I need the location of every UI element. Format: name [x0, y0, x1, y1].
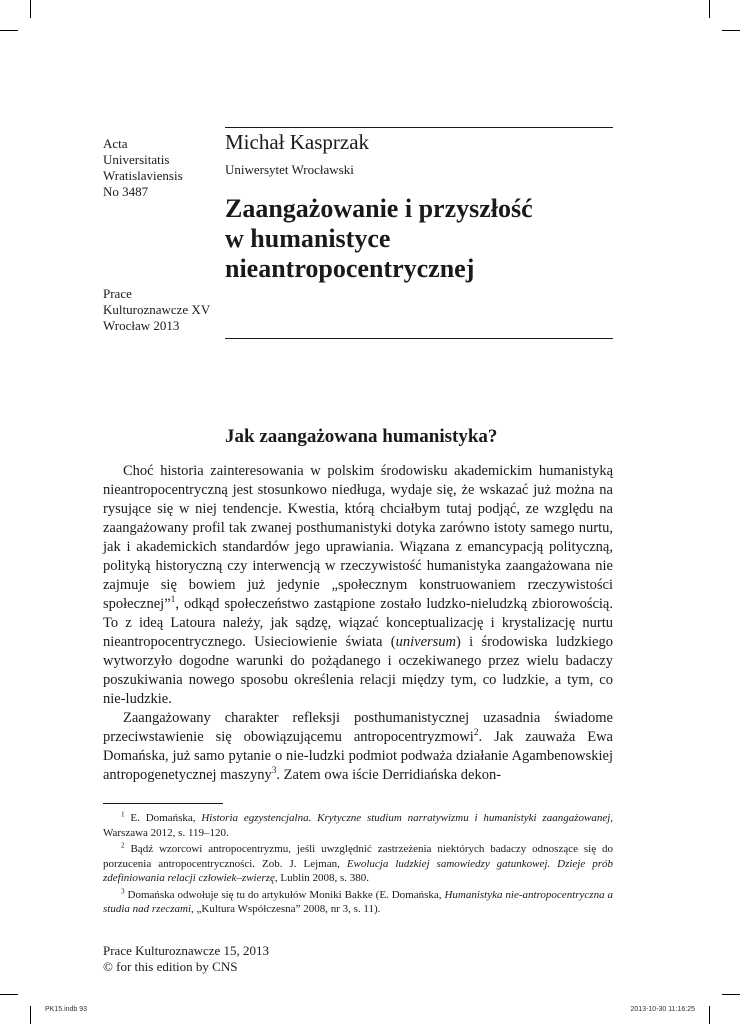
series-place-year: Wrocław 2013: [103, 318, 180, 333]
page-footer: [103, 943, 269, 975]
crop-mark-top-left-h: [0, 30, 18, 31]
journal-info: [103, 136, 183, 200]
print-slug-left: PK15.indb 93: [45, 1006, 88, 1013]
crop-mark-bottom-right-h: [722, 994, 740, 995]
footnote-ref[interactable]: 1: [170, 595, 176, 606]
journal-number: No 3487: [103, 184, 149, 199]
series-info: [103, 286, 210, 334]
crop-mark-bottom-left-h: [0, 994, 18, 995]
footnote-number: 3: [121, 886, 125, 895]
body-text: [103, 462, 613, 785]
article-title: [225, 194, 615, 284]
crop-mark-bottom-right: [709, 1006, 710, 1024]
footnote-separator: [103, 803, 223, 804]
footnote: $^1$ E. Domańska, Historia egzystencjalna. Krytyczne studium narratywizmu i humanistyki zaangażowanej, Warszawa 2012, s. 119–120.: [103, 810, 614, 839]
crop-mark-bottom-left: [30, 1006, 31, 1024]
print-slug-right: 2013-10-30 11:16:25: [630, 1006, 695, 1013]
paragraph: Choć historia zainteresowania w polskim środowisku akademickim humanistyką nieantropocentryczną jest stosunkowo niedługa, wydaje się, że wskazać już można na rysujące się w niej tendencje. Kwestia, którą chciałbym tutaj podjąć, ze względu na zaangażowany profil tak zwanej posthumanistyki dotyka zarówno istoty samego nurtu, jak i akademickich standardów jego uprawiania. Wiązana z emancypacją polityczną, polityką historyczną czy interwencją w rzeczywistość humanistyka zaangażowana nie zajmuje się bowiem już jedynie „społecznym konstruowaniem rzeczywistości społecznej”$^1$, odkąd społeczeństwo zastąpione zostało ludzko-nieludzką zbiorowością. To z ideą Latoura należy, jak sądzę, wiązać konceptualizację i krystalizację nurtu nieantropocentrycznego. Usieciowienie świata (universum) i środowiska ludzkiego wytworzyło dogodne warunki do pożądanego i oczekiwanego przez wielu badaczy poszukiwania nowego sposobu określenia relacji między tym, co ludzkie, a tym, co nie-ludzkie.: [103, 463, 613, 707]
header-rule-bottom: [225, 338, 613, 339]
footer-journal: Prace Kulturoznawcze 15, 2013: [103, 943, 270, 958]
journal-line: Wratislaviensis: [103, 168, 183, 183]
series-line: Prace: [103, 286, 132, 301]
title-line: Zaangażowanie i przyszłość: [225, 194, 533, 223]
author-affiliation: Uniwersytet Wrocławski: [225, 162, 354, 177]
title-line: w humanistyce: [225, 224, 391, 253]
footnote: $^2$ Bądź wzorcowi antropocentryzmu, jeśli uwzględnić zastrzeżenia niektórych badaczy odnoszące się do porzucenia antropocentryczności. Zob. J. Lejman, Ewolucja ludzkiej samowiedzy gatunkowej. Dzieje prób zdefiniowania relacji człowiek–zwierzę, Lublin 2008, s. 380.: [103, 841, 613, 884]
footnote-ref[interactable]: 2: [473, 728, 479, 739]
footnote-number: 1: [121, 810, 125, 819]
crop-mark-top-right: [709, 0, 710, 18]
footer-copyright: © for this edition by CNS: [103, 959, 238, 974]
footnote: $^3$ Domańska odwołuje się tu do artykułów Moniki Bakke (E. Domańska, Humanistyka nie-antropocentryczna a studia nad rzeczami, „Kultura Współczesna” 2008, nr 3, s. 11).: [103, 886, 613, 915]
title-line: nieantropocentrycznej: [225, 254, 475, 283]
journal-line: Acta: [103, 136, 128, 151]
section-heading: Jak zaangażowana humanistyka?: [225, 426, 498, 447]
journal-line: Universitatis: [103, 152, 170, 167]
crop-mark-top-right-h: [722, 30, 740, 31]
footnote-number: 2: [121, 841, 125, 850]
series-line: Kulturoznawcze XV: [103, 302, 211, 317]
crop-mark-top-left: [30, 0, 31, 18]
footnote-ref[interactable]: 3: [271, 766, 277, 777]
author-name: Michał Kasprzak: [225, 130, 370, 154]
paragraph: Zaangażowany charakter refleksji posthumanistycznej uzasadnia świadome przeciwstawienie się obowiązującemu antropocentryzmowi$^2$. Jak zauważa Ewa Domańska, już samo pytanie o nie-ludzki podmiot podważa działanie Agambenowskiej antropogenetycznej maszyny$^3$. Zatem owa iście Derridiańska dekon-: [103, 710, 613, 783]
footnotes: [103, 811, 613, 919]
